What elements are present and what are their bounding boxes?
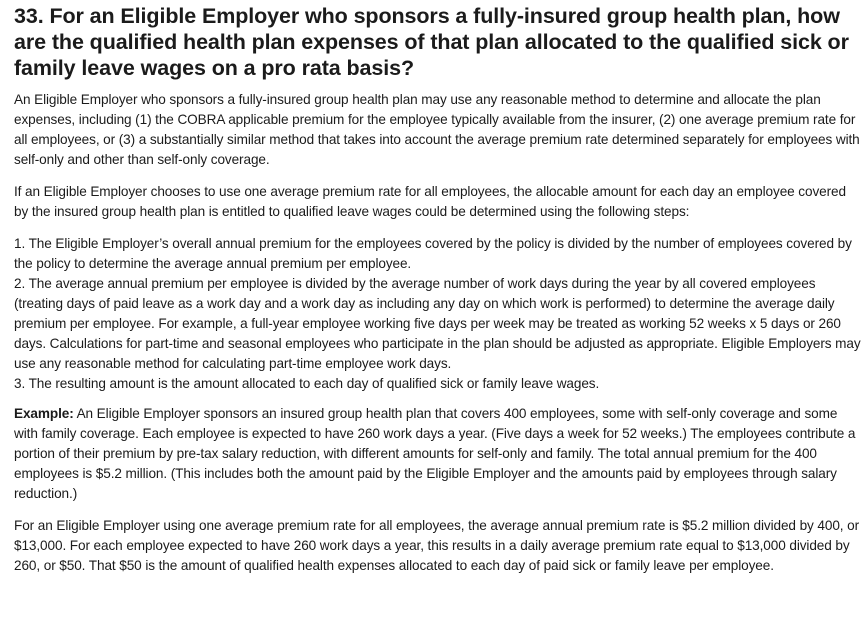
intro-paragraph: An Eligible Employer who sponsors a fully-insured group health plan may use any reasonable method to determine and allocate the plan expenses, including (1) the COBRA applicable premium for the employee typically available from the insurer, (2) one average premium rate for all employees, or (3) a substantially similar method that takes into account the average premium rate determined separately for employees with self-only and other than self-only coverage. — [14, 92, 860, 167]
example-text: An Eligible Employer sponsors an insured group health plan that covers 400 employees, some with self-only coverage and some with family coverage. Each employee is expected to have 260 work days a year. (Five days a week for 52 weeks.) The employees contribute a portion of their premium by pre-tax salary reduction, with different amounts for self-only and family. The total annual premium for the 400 employees is $5.2 million. (This includes both the amount paid by the Eligible Employer and the amounts paid by employees through salary reduction.) — [14, 406, 856, 501]
step-item-2: 2. The average annual premium per employee is divided by the average number of work days during the year by all covered employees (treating days of paid leave as a work day and a work day as including any day on which work is performed) to determine the average daily premium per employee. For example, a full-year employee working five days per week may be treated as working 52 weeks x 5 days or 260 days. Calculations for part-time and seasonal employees who participate in the plan should be adjusted as appropriate. Eligible Employers may use any reasonable method for calculating part-time employee work days. — [14, 276, 861, 371]
step-item-1: 1. The Eligible Employer’s overall annual premium for the employees covered by the policy is divided by the number of employees covered by the policy to determine the average annual premium per employee. — [14, 236, 852, 271]
faq-article — [0, 3, 865, 576]
step-item-3: 3. The resulting amount is the amount allocated to each day of qualified sick or family leave wages. — [14, 376, 600, 391]
steps-list — [14, 234, 861, 394]
method-paragraph: If an Eligible Employer chooses to use one average premium rate for all employees, the allocable amount for each day an employee covered by the insured group health plan is entitled to qualified leave wages could be determined using the following steps: — [14, 184, 846, 219]
calculation-paragraph: For an Eligible Employer using one average premium rate for all employees, the average annual premium rate is $5.2 million divided by 400, or $13,000. For each employee expected to have 260 work days a year, this results in a daily average premium rate equal to $13,000 divided by 260, or $50. That $50 is the amount of qualified health expenses allocated to each day of paid sick or family leave per employee. — [14, 518, 860, 573]
example-paragraph — [14, 404, 861, 504]
question-heading: 33. For an Eligible Employer who sponsors a fully-insured group health plan, how are the qualified health plan expenses of that plan allocated to the qualified sick or family leave wages on a pro rata basis? — [14, 4, 849, 80]
example-label: Example: — [14, 406, 74, 421]
